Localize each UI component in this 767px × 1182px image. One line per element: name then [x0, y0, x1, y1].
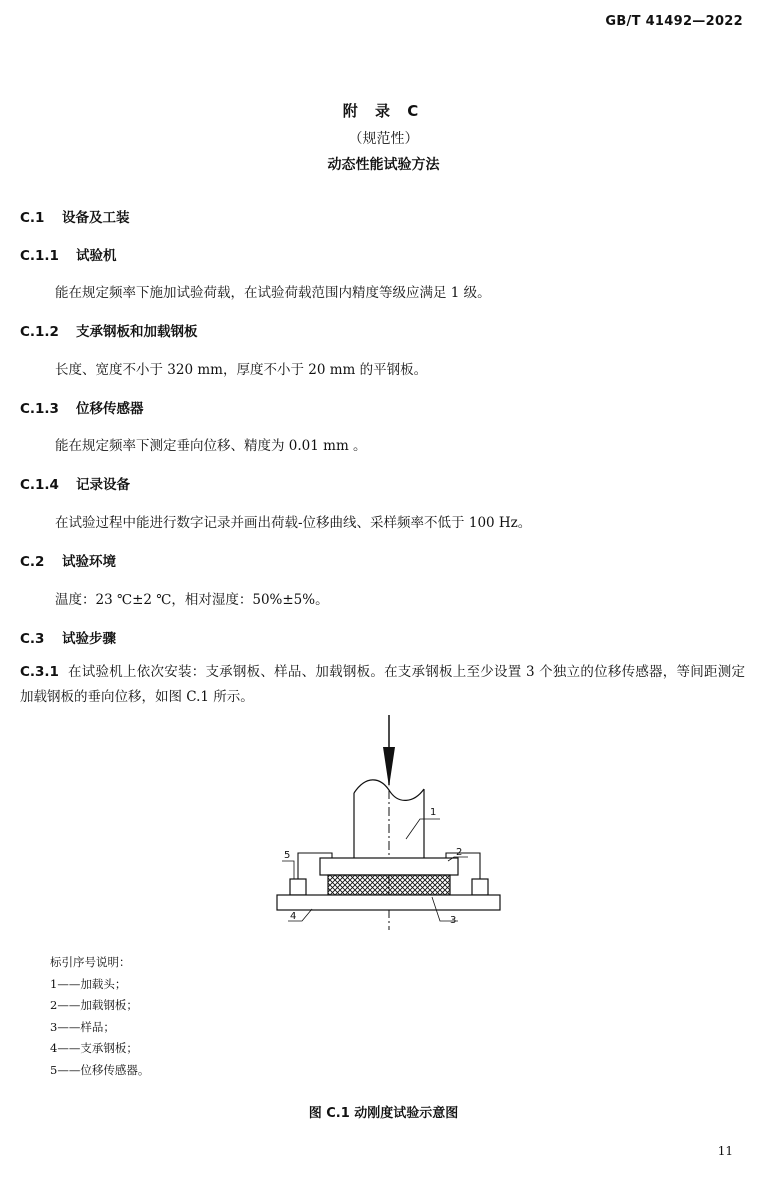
heading-number: C.1 — [20, 210, 45, 226]
appendix-type: （规范性） — [348, 131, 419, 147]
leader-1 — [406, 819, 440, 839]
loading-steel-plate — [320, 858, 458, 875]
support-steel-plate — [277, 895, 500, 910]
figure-caption: 图 C.1 动刚度试验示意图 — [308, 1106, 459, 1121]
heading-text: 支承钢板和加载钢板 — [76, 324, 198, 340]
paragraph-c1-1: 能在规定频率下施加试验荷载，在试验荷载范围内精度等级应满足 1 级。 — [55, 285, 491, 301]
clause-text: 在试验机上依次安装：支承钢板、样品、加载钢板。在支承钢板上至少设置 3 个独立的位移传感器，等间距测定加载钢板的垂向位移，如图 C.1 所示。 — [20, 664, 746, 705]
heading-number: C.1.2 — [20, 324, 59, 340]
clause-number: C.3.1 — [20, 664, 59, 680]
heading-c1-4 — [20, 473, 130, 493]
label-2: 2 — [456, 847, 463, 858]
legend-item: 4——支承钢板； — [50, 1041, 138, 1055]
legend-item: 2——加载钢板； — [50, 998, 138, 1012]
heading-text: 设备及工装 — [62, 210, 130, 226]
heading-c3 — [20, 627, 116, 647]
appendix-title: 附 录 C — [342, 102, 425, 120]
heading-text: 位移传感器 — [76, 401, 144, 417]
sensor-left — [290, 879, 306, 895]
page-number: 11 — [717, 1144, 733, 1158]
heading-number: C.1.1 — [20, 248, 59, 264]
heading-number: C.3 — [20, 631, 45, 647]
heading-text: 试验环境 — [62, 554, 116, 570]
heading-number: C.1.3 — [20, 401, 59, 417]
test-setup-figure — [270, 715, 510, 933]
paragraph-c1-3: 能在规定频率下测定垂向位移、精度为 0.01 mm 。 — [55, 438, 367, 454]
heading-c1-2 — [20, 320, 198, 340]
heading-text: 试验步骤 — [62, 631, 116, 647]
label-4: 4 — [290, 911, 297, 922]
heading-text: 记录设备 — [76, 477, 130, 493]
label-3: 3 — [450, 915, 457, 926]
leader-5 — [282, 861, 294, 879]
sensor-right — [472, 879, 488, 895]
heading-c1 — [20, 206, 130, 226]
label-1: 1 — [430, 807, 437, 818]
legend-item: 1——加载头； — [50, 976, 127, 991]
legend-item: 5——位移传感器。 — [50, 1062, 150, 1077]
load-arrow-head — [383, 747, 395, 787]
heading-number: C.2 — [20, 554, 45, 570]
paragraph-c2: 温度：23 ℃±2 ℃，相对湿度：50%±5%。 — [55, 592, 329, 608]
legend-item: 3——样品； — [50, 1019, 115, 1034]
paragraph-c1-2: 长度、宽度不小于 320 mm，厚度不小于 20 mm 的平钢板。 — [55, 362, 428, 378]
appendix-name: 动态性能试验方法 — [327, 157, 440, 173]
label-5: 5 — [284, 850, 291, 861]
standard-number: GB/T 41492—2022 — [605, 14, 743, 29]
sample — [328, 875, 450, 895]
paragraph-c1-4: 在试验过程中能进行数字记录并画出荷载-位移曲线、采样频率不低于 100 Hz。 — [55, 515, 532, 531]
figure-legend — [50, 952, 149, 1081]
heading-number: C.1.4 — [20, 477, 59, 493]
heading-text: 试验机 — [76, 248, 117, 264]
heading-c2 — [20, 550, 116, 570]
legend-title: 标引序号说明： — [50, 955, 131, 969]
paragraph-c3-1 — [20, 660, 745, 710]
heading-c1-1 — [20, 244, 117, 264]
heading-c1-3 — [20, 397, 144, 417]
